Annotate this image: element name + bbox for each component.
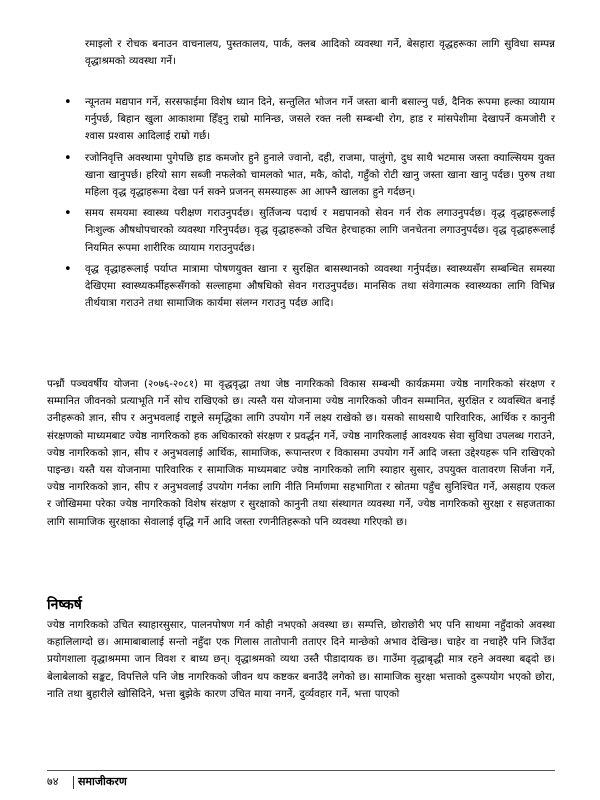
recommendation-list [85, 94, 555, 316]
list-item: • वृद्ध वृद्धाहरूलाई पर्याप्त मात्रामा पोषणयुक्त खाना र सुरक्षित बासस्थानको व्यवस्था गर्नुपर्दछ। स्वास्थ्यसँग सम्बन्धित समस्या देखिएमा स्वास्थ्यकर्मीहरूसँगको सल्लाहमा औषधिको सेवन गराउनुपर्दछ। मानसिक तथा संवेगात्मक स्वास्थ्यका लागि विभिन्न तीर्थयात्रा गराउने तथा सामाजिक कार्यमा संलग्न गराउनु पर्दछ आदि। [85, 261, 555, 313]
footer-separator [73, 776, 74, 789]
page-number: ७४ [47, 775, 59, 788]
running-title: समाजीकरण [78, 775, 127, 788]
page-footer [47, 774, 127, 789]
list-item: • न्यूनतम मद्यपान गर्ने, सरसफाईमा विशेष ध्यान दिने, सन्तुलित भोजन गर्ने जस्ता बानी बसाल्नु पर्छ, दैनिक रूपमा हल्का व्यायाम गर्नुपर्छ, बिहान खुला आकाशमा हिँड्नु राम्रो मानिन्छ, जसले रक्त नली सम्बन्धी रोग, हाड र मांसपेशीमा देखापर्ने कमजोरी र श्वास प्रश्वास आदिलाई राम्रो गर्छ। [85, 94, 555, 146]
conclusion-paragraph: ज्येष्ठ नागरिकको उचित स्याहारसुसार, पालनपोषण गर्न कोही नभएको अवस्था छ। सम्पत्ति, छोराछोरी भए पनि साथमा नहुँदाको अवस्था कहालिलाग्दो छ। आमाबाबालाई सन्तो नहुँदा एक गिलास तातोपानी तताएर दिने मान्छेको अभाव देखिन्छ। चाहेर वा नचाहेरै पनि जिउँदा प्रयोगशाला वृद्धाश्रममा जान विवश र बाध्य छन्। वृद्धाश्रमको व्यथा उस्तै पीडादायक छ। गाउँमा वृद्धाबृद्धी मात्र रहने अवस्था बढ्दो छ। बेलाबेलाको सङ्कट, विपत्तिले पनि जेष्ठ नागरिकको जीवन थप कष्टकर बनाउँदै लगेको छ। सामाजिक सुरक्षा भत्ताको दुरूपयोग भएको छोरा, नाति तथा बुहारीले खोसिदिने, भत्ता बुझेके कारण उचित माया नगर्ने, दुर्व्यवहार गर्ने, भत्ता पाएको [47, 620, 555, 700]
conclusion-heading: निष्कर्ष [47, 597, 82, 613]
plan-paragraph: पन्ध्रौं पञ्चवर्षीय योजना (२०७६-२०८१) मा वृद्धवृद्धा तथा जेष्ठ नागरिकको विकास सम्बन्धी कार्यक्रममा ज्येष्ठ नागरिकको संरक्षण र सम्मानित जीवनको प्रत्याभूति गर्ने सोच राखिएको छ। त्यस्तै यस योजनामा ज्येष्ठ नागरिकको जीवन सम्मानित, सुरक्षित र व्यवस्थित बनाई उनीहरूको ज्ञान, सीप र अनुभवलाई राष्ट्रले समृद्धिका लागि उपयोग गर्ने लक्ष्य राखेको छ। यसको साथसाथै पारिवारिक, आर्थिक र कानुनी संरक्षणको माध्यमबाट ज्येष्ठ नागरिकको हक अधिकारको संरक्षण र प्रवर्द्धन गर्ने, ज्येष्ठ नागरिकलाई आवश्यक सेवा सुविधा उपलब्ध गराउने, ज्येष्ठ नागरिकको ज्ञान, सीप र अनुभवलाई आर्थिक, सामाजिक, रूपान्तरण र विकासमा उपयोग गर्ने आदि जस्ता उद्देश्यहरू पनि राखिएको पाइन्छ। यस्तै यस योजनामा पारिवारिक र सामाजिक माध्यमबाट ज्येष्ठ नागरिकको लागि स्याहार सुसार, उपयुक्त वातावरण सिर्जना गर्ने, ज्येष्ठ नागरिकको ज्ञान, सीप र अनुभवलाई उपयोग गर्नका लागि नीति निर्माणमा सहभागिता र स्रोतमा पहुँच सुनिश्चित गर्ने, असहाय एकल र जोखिममा परेका ज्येष्ठ नागरिकको विशेष संरक्षण र सुरक्षाको कानुनी तथा संस्थागत व्यवस्था गर्ने, ज्येष्ठ नागरिकको सुरक्षा र सहजताका लागि सामाजिक सुरक्षाका सेवालाई वृद्धि गर्ने आदि जस्ता रणनीतिहरूको पनि व्यवस्था गरिएको छ। [47, 379, 555, 528]
continuation-paragraph: रमाइलो र रोचक बनाउन वाचनालय, पुस्तकालय, पार्क, क्लब आदिको व्यवस्था गर्ने, बेसहारा वृद्धहरूका लागि सुविधा सम्पन्न वृद्धाश्रमको व्यवस्था गर्ने। [85, 39, 555, 68]
footer-divider [47, 770, 555, 771]
list-item: • समय समयमा स्वास्थ्य परीक्षण गराउनुपर्दछ। सुर्तिजन्य पदार्थ र मद्यपानको सेवन गर्न रोक लगाउनुपर्दछ। वृद्ध वृद्धाहरूलाई निःशुल्क औषधोपचारको व्यवस्था गरिनुपर्दछ। वृद्ध वृद्धाहरूको उचित हेरचाहका लागि जनचेतना लगाउनुपर्दछ। वृद्ध वृद्धाहरूलाई नियमित रूपमा शारीरिक व्यायाम गराउनुपर्दछ। [85, 205, 555, 257]
list-item: • रजोनिवृत्ति अवस्थामा पुगेपछि हाड कमजोर हुने हुनाले ज्वानो, दही, राजमा, पालुंगो, दुध साथै भटमास जस्ता क्याल्सियम युक्त खाना खानुपर्छ। हरियो साग सब्जी नफलेको चामलको भात, मकै, कोदो, गहुँको रोटी खानु जस्ता खाना खानु पर्दछ। पुरुष तथा महिला वृद्ध वृद्धाहरूमा देखा पर्न सक्ने प्रजनन् समस्याहरू आ आफ्नै खालका हुने गर्दछन्। [85, 150, 555, 202]
